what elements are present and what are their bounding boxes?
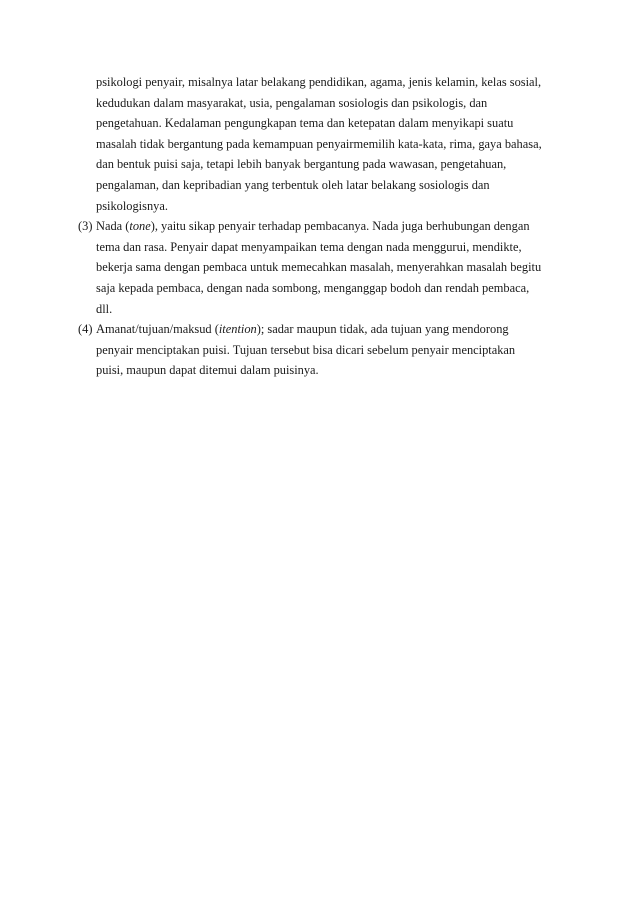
list-item-number: (3) [78,219,93,234]
text-run: Amanat/tujuan/maksud ( [96,322,219,337]
italic-term: itention [218,322,257,337]
text-run: ); sadar maupun tidak, ada tujuan yang mendorong [256,322,509,337]
list-item-nada [78,216,578,319]
italic-term: tone [129,219,151,234]
list-item-first-line [78,319,578,340]
text-line: kedudukan dalam masyarakat, usia, pengalaman sosiologis dan psikologis, dan [96,95,488,110]
text-run: ), yaitu sikap penyair terhadap pembacanya. Nada juga berhubungan dengan [150,219,530,234]
text-line: tema dan rasa. Penyair dapat menyampaikan tema dengan nada menggurui, mendikte, [96,239,522,254]
paragraph-continuation [78,72,578,216]
text-line: dll. [96,301,113,316]
text-line: puisi, maupun dapat ditemui dalam puisinya. [96,363,319,378]
text-line: psikologisnya. [96,198,168,213]
text-line: penyair menciptakan puisi. Tujuan tersebut bisa dicari sebelum penyair menciptakan [96,342,516,357]
document-body [78,72,578,381]
text-line: pengetahuan. Kedalaman pengungkapan tema dan ketepatan dalam menyikapi suatu [96,116,514,131]
text-line: masalah tidak bergantung pada kemampuan penyairmemilih kata-kata, rima, gaya bahasa, [96,136,542,151]
text-line: dan bentuk puisi saja, tetapi lebih banyak bergantung pada wawasan, pengetahuan, [96,157,507,172]
text-line: pengalaman, dan kepribadian yang terbentuk oleh latar belakang sosiologis dan [96,177,490,192]
text-line: bekerja sama dengan pembaca untuk memecahkan masalah, menyerahkan masalah begitu [96,260,542,275]
list-item-amanat [78,319,578,381]
text-run: Nada ( [96,219,130,234]
list-item-first-line [78,216,578,237]
text-line: saja kepada pembaca, dengan nada sombong, menganggap bodoh dan rendah pembaca, [96,280,530,295]
text-line: psikologi penyair, misalnya latar belakang pendidikan, agama, jenis kelamin, kelas sosial, [96,75,542,89]
list-item-number: (4) [78,322,93,337]
